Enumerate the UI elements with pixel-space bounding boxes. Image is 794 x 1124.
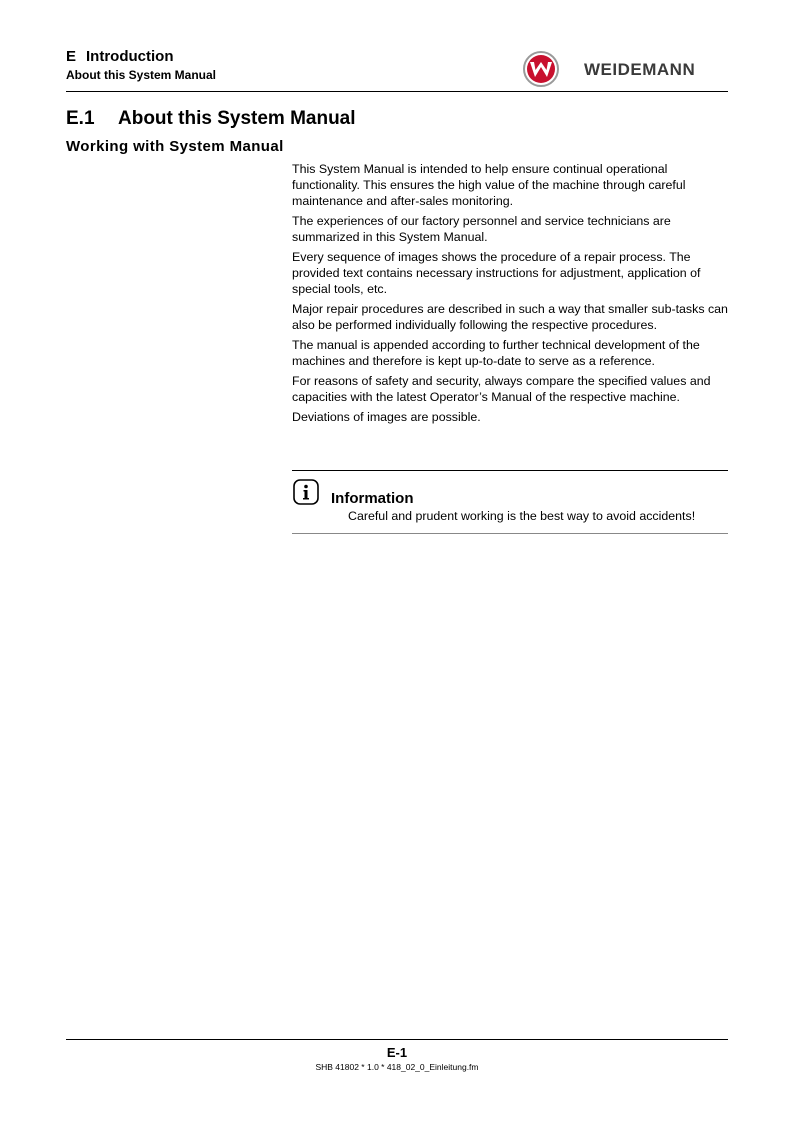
chapter-heading [66,48,174,65]
section-title-text: About this System Manual [118,108,356,129]
subsection-title: Working with System Manual [66,138,284,155]
paragraph: Deviations of images are possible. [292,410,481,424]
paragraph: This System Manual is intended to help ensure continual operational functionality. This ensures the high value of the machine through careful maintenance and after-sales monitoring. [292,162,686,208]
document-reference: SHB 41802 * 1.0 * 418_02_0_Einleitung.fm [315,1062,479,1072]
paragraph: For reasons of safety and security, always compare the specified values and capacities with the latest Operator’s Manual of the respective machine. [292,374,711,404]
footer-divider [66,1039,728,1040]
body-text [292,161,732,429]
info-title: Information [331,490,414,507]
paragraph: Every sequence of images shows the procedure of a repair process. The provided text contains necessary instructions for adjustment, application of special tools, etc. [292,250,701,296]
page-number: E-1 [386,1045,408,1060]
section-title [66,108,356,130]
info-icon [293,479,319,505]
header-divider [66,91,728,92]
chapter-title: Introduction [86,48,174,65]
paragraph: Major repair procedures are described in such a way that smaller sub-tasks can also be performed individually following the respective procedures. [292,302,728,332]
weidemann-logo [522,50,728,88]
logo-wordmark: WEIDEMANN [584,60,696,79]
information-box [292,470,728,534]
paragraph: The manual is appended according to further technical development of the machines and therefore is kept up-to-date to serve as a reference. [292,338,700,368]
chapter-letter: E [66,48,77,65]
header-subtitle: About this System Manual [66,68,217,82]
info-text: Careful and prudent working is the best way to avoid accidents! [348,509,696,523]
section-number: E.1 [66,108,95,129]
paragraph: The experiences of our factory personnel and service technicians are summarized in this System Manual. [292,214,671,244]
weidemann-w-logo-icon [522,50,562,88]
